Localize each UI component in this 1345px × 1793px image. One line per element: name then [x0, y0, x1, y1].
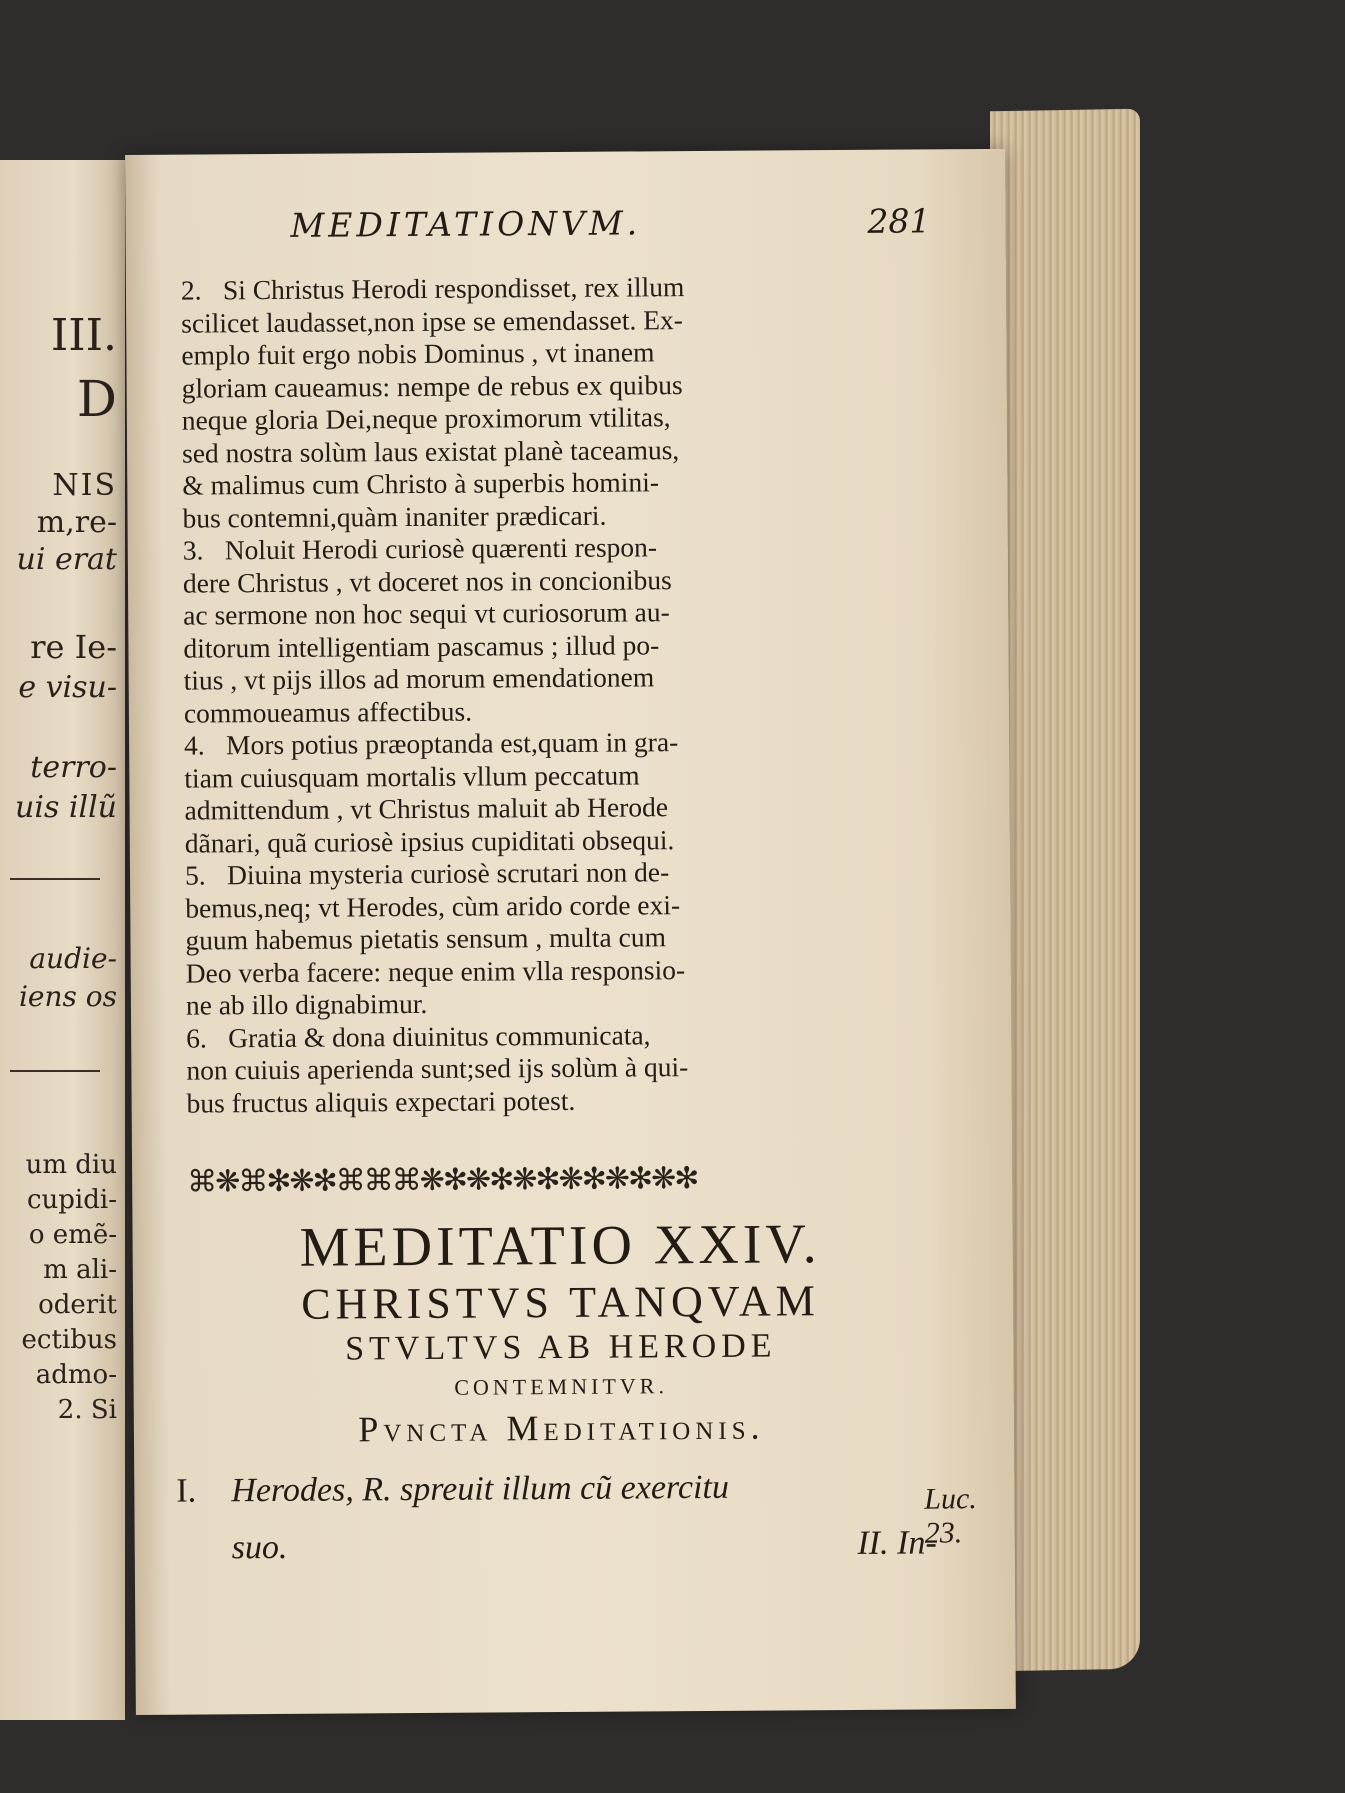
ornament-glyphs: ⌘❋⌘✻❋✻⌘⌘⌘❋✻❋✻❋✻❋✻❋✻❋✻	[187, 1160, 698, 1200]
main-page	[125, 149, 1016, 1715]
puncta-heading: Pvncta Meditationis.	[358, 1406, 765, 1450]
paragraph-4	[184, 724, 930, 859]
point-continuation: suo.	[231, 1528, 288, 1567]
left-fragment: m ali-	[43, 1255, 117, 1285]
point-text: Herodes, R. spreuit illum cũ exercitu	[231, 1468, 730, 1510]
point-line-continued	[177, 1524, 937, 1567]
text-line: ac sermone non hoc sequi vt curiosorum au-	[183, 596, 670, 631]
ornament-band	[187, 1154, 932, 1203]
running-header	[290, 201, 930, 255]
text-line: scilicet laudasset,non ipse se emendasset. Ex-	[181, 303, 684, 339]
left-fragment: cupidi-	[26, 1185, 117, 1215]
text-line: & malimus cum Christo à superbis homini-	[182, 466, 660, 501]
meditation-title-line-3: CONTEMNITVR.	[454, 1373, 668, 1400]
text-line: sed nostra solùm laus existat planè taceamus,	[181, 433, 680, 469]
text-line: ne ab illo dignabimur.	[185, 987, 428, 1021]
running-title: MEDITATIONVM.	[290, 203, 642, 245]
meditation-title-line-2: STVLTVS AB HERODE	[345, 1327, 777, 1368]
meditation-heading: MEDITATIO XXIV.	[299, 1213, 821, 1279]
catchword: II. In-	[857, 1524, 937, 1562]
left-fragment: III.	[50, 310, 117, 361]
text-line: Gratia & dona diuinitus communicata,	[228, 1018, 651, 1053]
paragraph-number: 4.	[184, 729, 205, 761]
text-line: Si Christus Herodi respondisset, rex illum	[222, 271, 685, 306]
paragraph-number: 3.	[182, 534, 204, 566]
text-line: emplo fuit ergo nobis Dominus , vt inanem	[181, 336, 655, 371]
paragraph-number: 6.	[186, 1021, 207, 1054]
left-fragment: re Ie-	[30, 628, 117, 666]
left-page	[0, 160, 125, 1720]
left-fragment: terro-	[30, 750, 117, 785]
page-number: 281	[867, 201, 931, 241]
text-line: neque gloria Dei,neque proximorum vtilitas,	[181, 401, 671, 436]
left-fragment: m,re-	[36, 505, 117, 540]
text-line: commoueamus affectibus.	[183, 695, 473, 729]
text-line: guum habemus pietatis sensum , multa cum	[185, 921, 667, 956]
text-line: Noluit Herodi curiosè quærenti respon-	[224, 531, 658, 566]
paragraph-3	[183, 529, 929, 729]
left-divider	[10, 878, 100, 880]
point-number: I.	[176, 1472, 197, 1510]
left-fragment: ectibus	[21, 1325, 117, 1355]
left-fragment: uis illũ	[15, 790, 117, 825]
left-fragment: 2. Si	[57, 1395, 117, 1425]
left-divider	[10, 1070, 100, 1072]
margin-reference: Luc. 23.	[924, 1482, 978, 1550]
left-fragment: oderit	[38, 1290, 117, 1320]
body-text	[181, 269, 932, 1119]
meditation-title-line-1: CHRISTVS TANQVAM	[301, 1276, 820, 1329]
text-line: non cuiuis aperienda sunt;sed ijs solùm à qui-	[186, 1051, 689, 1086]
left-fragment: NIS	[52, 468, 117, 503]
left-fragment: admo-	[35, 1360, 117, 1390]
point-line	[176, 1467, 936, 1510]
text-line: bus contemni,quàm inaniter prædicari.	[182, 499, 607, 534]
text-line: Mors potius præoptanda est,quam in gra-	[226, 726, 679, 761]
text-line: tius , vt pijs illos ad morum emendationem	[183, 661, 655, 696]
paragraph-6	[186, 1017, 932, 1120]
text-line: admittendum , vt Christus maluit ab Herode	[184, 791, 669, 826]
left-fragment: um diu	[25, 1150, 117, 1180]
text-line: gloriam caueamus: nempe de rebus ex quibus	[181, 368, 683, 404]
text-line: tiam cuiusquam mortalis vllum peccatum	[184, 758, 640, 794]
left-fragment: e visu-	[18, 670, 117, 705]
left-fragment: audie-	[29, 942, 117, 975]
text-line: Deo verba facere: neque enim vlla responsio-	[185, 953, 686, 989]
text-line: bus fructus aliquis expectari potest.	[186, 1084, 576, 1119]
paragraph-number: 5.	[184, 859, 206, 891]
left-fragment: o emẽ-	[28, 1220, 117, 1250]
paragraph-2	[181, 269, 928, 534]
text-line: ditorum intelligentiam pascamus ; illud po-	[183, 628, 660, 664]
text-line: bemus,neq; vt Herodes, cùm arido corde exi-	[185, 888, 681, 924]
text-line: Diuina mysteria curiosè scrutari non de-	[226, 856, 670, 891]
paragraph-number: 2.	[180, 274, 202, 306]
text-line: dere Christus , vt doceret nos in concionibus	[182, 563, 672, 599]
left-fragment: iens os	[18, 980, 117, 1013]
left-fragment: ui erat	[16, 542, 117, 577]
left-fragment: D	[76, 370, 117, 428]
paragraph-5	[185, 854, 931, 1022]
text-line: dãnari, quã curiosè ipsius cupiditati obsequi.	[184, 823, 675, 859]
